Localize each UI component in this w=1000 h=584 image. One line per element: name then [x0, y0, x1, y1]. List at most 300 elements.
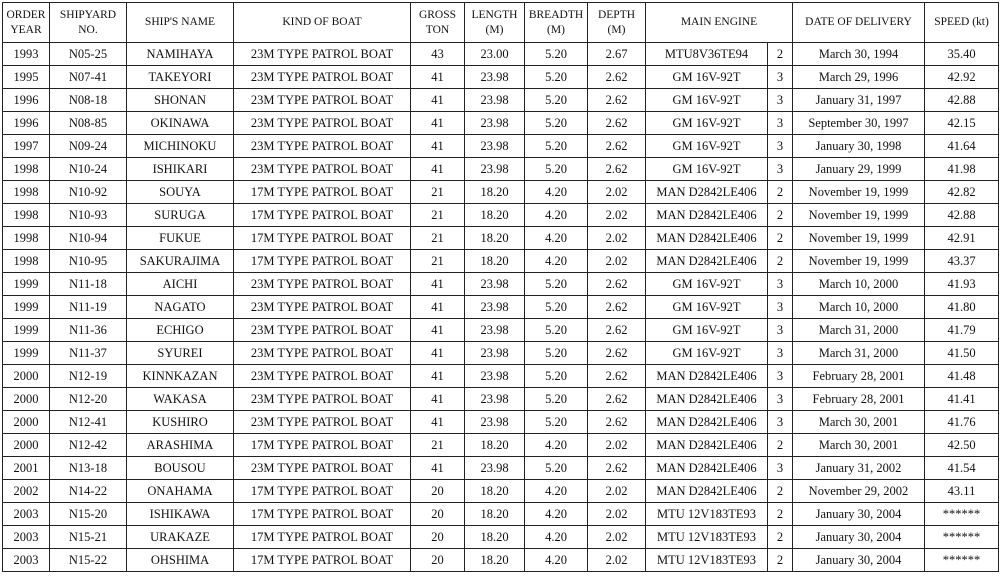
cell-depth: 2.62: [588, 135, 646, 158]
cell-main-engine: MAN D2842LE406: [646, 457, 768, 480]
cell-breadth: 5.20: [525, 66, 588, 89]
cell-date-of-delivery: March 31, 2000: [793, 319, 925, 342]
cell-date-of-delivery: March 10, 2000: [793, 273, 925, 296]
cell-main-engine: GM 16V-92T: [646, 319, 768, 342]
cell-date-of-delivery: January 30, 2004: [793, 526, 925, 549]
cell-kind-of-boat: 23M TYPE PATROL BOAT: [234, 342, 411, 365]
cell-ships-name: BOUSOU: [127, 457, 234, 480]
cell-kind-of-boat: 17M TYPE PATROL BOAT: [234, 204, 411, 227]
cell-engine-count: 2: [768, 503, 793, 526]
cell-date-of-delivery: January 31, 2002: [793, 457, 925, 480]
cell-date-of-delivery: November 19, 1999: [793, 227, 925, 250]
table-row: [3, 273, 999, 296]
patrol-boat-table: [2, 2, 999, 572]
cell-shipyard-no: N11-36: [50, 319, 127, 342]
cell-length: 23.98: [465, 319, 525, 342]
cell-date-of-delivery: March 30, 2001: [793, 434, 925, 457]
cell-kind-of-boat: 17M TYPE PATROL BOAT: [234, 503, 411, 526]
cell-shipyard-no: N10-92: [50, 181, 127, 204]
cell-order-year: 1998: [3, 204, 50, 227]
cell-order-year: 1999: [3, 319, 50, 342]
cell-speed: 41.80: [925, 296, 999, 319]
cell-speed: 43.37: [925, 250, 999, 273]
cell-order-year: 2000: [3, 388, 50, 411]
cell-depth: 2.62: [588, 411, 646, 434]
cell-speed: 41.79: [925, 319, 999, 342]
cell-engine-count: 3: [768, 411, 793, 434]
cell-length: 18.20: [465, 434, 525, 457]
cell-engine-count: 3: [768, 365, 793, 388]
cell-depth: 2.62: [588, 457, 646, 480]
header-ships-name: SHIP'S NAME: [127, 3, 234, 43]
table-row: [3, 411, 999, 434]
cell-length: 23.98: [465, 89, 525, 112]
cell-speed: 41.48: [925, 365, 999, 388]
table-row: [3, 342, 999, 365]
header-speed: SPEED (kt): [925, 3, 999, 43]
cell-length: 23.98: [465, 388, 525, 411]
cell-speed: 41.76: [925, 411, 999, 434]
cell-order-year: 1998: [3, 158, 50, 181]
cell-length: 23.98: [465, 457, 525, 480]
cell-shipyard-no: N12-41: [50, 411, 127, 434]
cell-speed: 42.82: [925, 181, 999, 204]
cell-length: 23.98: [465, 342, 525, 365]
cell-length: 18.20: [465, 227, 525, 250]
cell-gross-ton: 41: [411, 135, 465, 158]
cell-depth: 2.62: [588, 342, 646, 365]
table-row: [3, 66, 999, 89]
cell-ships-name: ECHIGO: [127, 319, 234, 342]
cell-speed: 42.88: [925, 204, 999, 227]
cell-length: 23.98: [465, 135, 525, 158]
cell-ships-name: ONAHAMA: [127, 480, 234, 503]
cell-order-year: 1999: [3, 342, 50, 365]
cell-length: 23.98: [465, 273, 525, 296]
cell-kind-of-boat: 23M TYPE PATROL BOAT: [234, 273, 411, 296]
cell-main-engine: MAN D2842LE406: [646, 388, 768, 411]
cell-kind-of-boat: 17M TYPE PATROL BOAT: [234, 250, 411, 273]
cell-shipyard-no: N10-24: [50, 158, 127, 181]
cell-breadth: 4.20: [525, 204, 588, 227]
cell-ships-name: OHSHIMA: [127, 549, 234, 572]
cell-order-year: 1997: [3, 135, 50, 158]
cell-shipyard-no: N14-22: [50, 480, 127, 503]
cell-shipyard-no: N12-42: [50, 434, 127, 457]
cell-main-engine: MTU 12V183TE93: [646, 503, 768, 526]
cell-order-year: 2002: [3, 480, 50, 503]
cell-breadth: 5.20: [525, 89, 588, 112]
patrol-boat-table-container: [2, 2, 999, 572]
cell-order-year: 2003: [3, 503, 50, 526]
cell-engine-count: 3: [768, 112, 793, 135]
cell-order-year: 2000: [3, 434, 50, 457]
header-row: [3, 3, 999, 43]
header-depth: DEPTH (M): [588, 3, 646, 43]
cell-date-of-delivery: January 31, 1997: [793, 89, 925, 112]
cell-length: 18.20: [465, 526, 525, 549]
cell-order-year: 1996: [3, 89, 50, 112]
cell-kind-of-boat: 23M TYPE PATROL BOAT: [234, 365, 411, 388]
cell-ships-name: ARASHIMA: [127, 434, 234, 457]
cell-speed: 41.93: [925, 273, 999, 296]
table-row: [3, 89, 999, 112]
cell-gross-ton: 20: [411, 503, 465, 526]
cell-date-of-delivery: March 29, 1996: [793, 66, 925, 89]
cell-main-engine: MAN D2842LE406: [646, 434, 768, 457]
cell-date-of-delivery: January 29, 1999: [793, 158, 925, 181]
table-row: [3, 503, 999, 526]
cell-main-engine: GM 16V-92T: [646, 112, 768, 135]
cell-order-year: 1999: [3, 296, 50, 319]
header-order-year: ORDER YEAR: [3, 3, 50, 43]
cell-main-engine: GM 16V-92T: [646, 66, 768, 89]
cell-kind-of-boat: 17M TYPE PATROL BOAT: [234, 480, 411, 503]
cell-gross-ton: 41: [411, 112, 465, 135]
cell-length: 18.20: [465, 204, 525, 227]
cell-breadth: 4.20: [525, 250, 588, 273]
cell-shipyard-no: N07-41: [50, 66, 127, 89]
cell-depth: 2.62: [588, 66, 646, 89]
cell-breadth: 5.20: [525, 342, 588, 365]
cell-depth: 2.02: [588, 181, 646, 204]
cell-main-engine: MAN D2842LE406: [646, 227, 768, 250]
cell-main-engine: GM 16V-92T: [646, 135, 768, 158]
cell-speed: 35.40: [925, 43, 999, 66]
cell-speed: 42.91: [925, 227, 999, 250]
cell-kind-of-boat: 23M TYPE PATROL BOAT: [234, 457, 411, 480]
cell-shipyard-no: N15-22: [50, 549, 127, 572]
cell-ships-name: KUSHIRO: [127, 411, 234, 434]
cell-speed: 41.54: [925, 457, 999, 480]
cell-gross-ton: 41: [411, 296, 465, 319]
cell-breadth: 4.20: [525, 434, 588, 457]
cell-engine-count: 2: [768, 480, 793, 503]
cell-date-of-delivery: February 28, 2001: [793, 365, 925, 388]
cell-engine-count: 3: [768, 388, 793, 411]
cell-engine-count: 3: [768, 296, 793, 319]
cell-depth: 2.02: [588, 480, 646, 503]
cell-length: 23.98: [465, 112, 525, 135]
table-row: [3, 250, 999, 273]
cell-ships-name: ISHIKARI: [127, 158, 234, 181]
cell-length: 18.20: [465, 549, 525, 572]
cell-speed: ******: [925, 503, 999, 526]
cell-gross-ton: 41: [411, 66, 465, 89]
cell-kind-of-boat: 23M TYPE PATROL BOAT: [234, 112, 411, 135]
cell-gross-ton: 20: [411, 549, 465, 572]
cell-kind-of-boat: 23M TYPE PATROL BOAT: [234, 319, 411, 342]
cell-main-engine: MTU8V36TE94: [646, 43, 768, 66]
cell-kind-of-boat: 23M TYPE PATROL BOAT: [234, 135, 411, 158]
cell-depth: 2.62: [588, 319, 646, 342]
cell-gross-ton: 41: [411, 365, 465, 388]
cell-engine-count: 2: [768, 434, 793, 457]
cell-ships-name: URAKAZE: [127, 526, 234, 549]
cell-kind-of-boat: 23M TYPE PATROL BOAT: [234, 158, 411, 181]
cell-order-year: 2003: [3, 526, 50, 549]
cell-breadth: 5.20: [525, 319, 588, 342]
cell-ships-name: NAMIHAYA: [127, 43, 234, 66]
cell-engine-count: 2: [768, 250, 793, 273]
cell-main-engine: GM 16V-92T: [646, 296, 768, 319]
cell-order-year: 2000: [3, 365, 50, 388]
cell-gross-ton: 41: [411, 273, 465, 296]
cell-breadth: 5.20: [525, 43, 588, 66]
cell-breadth: 5.20: [525, 158, 588, 181]
cell-gross-ton: 41: [411, 89, 465, 112]
cell-length: 23.98: [465, 296, 525, 319]
cell-shipyard-no: N10-93: [50, 204, 127, 227]
cell-ships-name: KINNKAZAN: [127, 365, 234, 388]
cell-kind-of-boat: 23M TYPE PATROL BOAT: [234, 43, 411, 66]
cell-gross-ton: 41: [411, 319, 465, 342]
cell-length: 18.20: [465, 250, 525, 273]
header-length: LENGTH (M): [465, 3, 525, 43]
cell-gross-ton: 41: [411, 158, 465, 181]
cell-shipyard-no: N15-21: [50, 526, 127, 549]
cell-speed: 41.50: [925, 342, 999, 365]
cell-engine-count: 3: [768, 273, 793, 296]
cell-breadth: 4.20: [525, 181, 588, 204]
header-kind-of-boat: KIND OF BOAT: [234, 3, 411, 43]
header-main-engine: MAIN ENGINE: [646, 3, 793, 43]
cell-breadth: 4.20: [525, 526, 588, 549]
cell-date-of-delivery: January 30, 2004: [793, 549, 925, 572]
cell-speed: 42.15: [925, 112, 999, 135]
cell-speed: 41.41: [925, 388, 999, 411]
cell-order-year: 2001: [3, 457, 50, 480]
cell-length: 18.20: [465, 181, 525, 204]
cell-date-of-delivery: March 30, 2001: [793, 411, 925, 434]
table-row: [3, 457, 999, 480]
cell-gross-ton: 21: [411, 204, 465, 227]
cell-engine-count: 2: [768, 43, 793, 66]
cell-date-of-delivery: January 30, 1998: [793, 135, 925, 158]
cell-length: 23.98: [465, 365, 525, 388]
table-row: [3, 158, 999, 181]
cell-kind-of-boat: 23M TYPE PATROL BOAT: [234, 388, 411, 411]
cell-shipyard-no: N05-25: [50, 43, 127, 66]
cell-date-of-delivery: November 19, 1999: [793, 250, 925, 273]
cell-speed: ******: [925, 549, 999, 572]
cell-main-engine: GM 16V-92T: [646, 273, 768, 296]
table-row: [3, 204, 999, 227]
cell-order-year: 1995: [3, 66, 50, 89]
table-row: [3, 135, 999, 158]
cell-speed: ******: [925, 526, 999, 549]
cell-date-of-delivery: November 29, 2002: [793, 480, 925, 503]
cell-ships-name: SOUYA: [127, 181, 234, 204]
cell-ships-name: SHONAN: [127, 89, 234, 112]
cell-shipyard-no: N13-18: [50, 457, 127, 480]
cell-depth: 2.67: [588, 43, 646, 66]
cell-main-engine: MAN D2842LE406: [646, 204, 768, 227]
cell-depth: 2.62: [588, 388, 646, 411]
cell-shipyard-no: N08-18: [50, 89, 127, 112]
cell-depth: 2.62: [588, 365, 646, 388]
cell-order-year: 1999: [3, 273, 50, 296]
cell-order-year: 1998: [3, 181, 50, 204]
cell-speed: 42.50: [925, 434, 999, 457]
cell-shipyard-no: N12-19: [50, 365, 127, 388]
cell-order-year: 1998: [3, 227, 50, 250]
cell-length: 18.20: [465, 480, 525, 503]
cell-speed: 42.92: [925, 66, 999, 89]
cell-shipyard-no: N10-94: [50, 227, 127, 250]
cell-kind-of-boat: 17M TYPE PATROL BOAT: [234, 526, 411, 549]
table-row: [3, 480, 999, 503]
cell-order-year: 2003: [3, 549, 50, 572]
cell-breadth: 4.20: [525, 227, 588, 250]
cell-ships-name: MICHINOKU: [127, 135, 234, 158]
cell-ships-name: ISHIKAWA: [127, 503, 234, 526]
cell-breadth: 5.20: [525, 388, 588, 411]
cell-gross-ton: 43: [411, 43, 465, 66]
cell-ships-name: NAGATO: [127, 296, 234, 319]
cell-ships-name: SURUGA: [127, 204, 234, 227]
cell-gross-ton: 41: [411, 342, 465, 365]
cell-engine-count: 3: [768, 66, 793, 89]
cell-gross-ton: 21: [411, 227, 465, 250]
cell-depth: 2.62: [588, 112, 646, 135]
cell-gross-ton: 41: [411, 457, 465, 480]
table-row: [3, 365, 999, 388]
cell-gross-ton: 20: [411, 526, 465, 549]
cell-main-engine: MAN D2842LE406: [646, 365, 768, 388]
cell-ships-name: AICHI: [127, 273, 234, 296]
cell-date-of-delivery: March 30, 1994: [793, 43, 925, 66]
cell-ships-name: WAKASA: [127, 388, 234, 411]
cell-length: 23.98: [465, 66, 525, 89]
cell-main-engine: MTU 12V183TE93: [646, 526, 768, 549]
cell-engine-count: 2: [768, 227, 793, 250]
table-row: [3, 227, 999, 250]
header-breadth: BREADTH (M): [525, 3, 588, 43]
cell-kind-of-boat: 23M TYPE PATROL BOAT: [234, 411, 411, 434]
cell-shipyard-no: N11-37: [50, 342, 127, 365]
cell-main-engine: GM 16V-92T: [646, 342, 768, 365]
cell-kind-of-boat: 17M TYPE PATROL BOAT: [234, 181, 411, 204]
cell-engine-count: 3: [768, 135, 793, 158]
cell-depth: 2.62: [588, 89, 646, 112]
cell-shipyard-no: N11-19: [50, 296, 127, 319]
cell-depth: 2.62: [588, 158, 646, 181]
cell-speed: 43.11: [925, 480, 999, 503]
cell-breadth: 4.20: [525, 549, 588, 572]
cell-main-engine: MTU 12V183TE93: [646, 549, 768, 572]
cell-length: 23.98: [465, 411, 525, 434]
cell-depth: 2.62: [588, 273, 646, 296]
cell-breadth: 5.20: [525, 411, 588, 434]
cell-order-year: 1993: [3, 43, 50, 66]
cell-gross-ton: 21: [411, 181, 465, 204]
cell-order-year: 2000: [3, 411, 50, 434]
table-row: [3, 181, 999, 204]
cell-speed: 41.64: [925, 135, 999, 158]
cell-date-of-delivery: January 30, 2004: [793, 503, 925, 526]
header-shipyard-no: SHIPYARD NO.: [50, 3, 127, 43]
cell-gross-ton: 41: [411, 388, 465, 411]
table-row: [3, 112, 999, 135]
cell-speed: 42.88: [925, 89, 999, 112]
cell-main-engine: MAN D2842LE406: [646, 181, 768, 204]
cell-main-engine: MAN D2842LE406: [646, 250, 768, 273]
cell-speed: 41.98: [925, 158, 999, 181]
cell-kind-of-boat: 17M TYPE PATROL BOAT: [234, 434, 411, 457]
cell-breadth: 5.20: [525, 296, 588, 319]
cell-ships-name: TAKEYORI: [127, 66, 234, 89]
cell-breadth: 5.20: [525, 135, 588, 158]
cell-gross-ton: 20: [411, 480, 465, 503]
cell-main-engine: GM 16V-92T: [646, 158, 768, 181]
cell-date-of-delivery: November 19, 1999: [793, 181, 925, 204]
cell-gross-ton: 41: [411, 411, 465, 434]
cell-date-of-delivery: March 31, 2000: [793, 342, 925, 365]
cell-ships-name: SYUREI: [127, 342, 234, 365]
cell-shipyard-no: N08-85: [50, 112, 127, 135]
cell-breadth: 5.20: [525, 112, 588, 135]
cell-depth: 2.02: [588, 204, 646, 227]
cell-kind-of-boat: 17M TYPE PATROL BOAT: [234, 227, 411, 250]
table-row: [3, 43, 999, 66]
cell-shipyard-no: N10-95: [50, 250, 127, 273]
cell-breadth: 5.20: [525, 273, 588, 296]
table-row: [3, 549, 999, 572]
cell-depth: 2.62: [588, 296, 646, 319]
cell-engine-count: 3: [768, 457, 793, 480]
table-row: [3, 526, 999, 549]
cell-ships-name: OKINAWA: [127, 112, 234, 135]
cell-breadth: 4.20: [525, 480, 588, 503]
cell-date-of-delivery: September 30, 1997: [793, 112, 925, 135]
table-row: [3, 296, 999, 319]
cell-kind-of-boat: 23M TYPE PATROL BOAT: [234, 296, 411, 319]
table-row: [3, 388, 999, 411]
cell-kind-of-boat: 23M TYPE PATROL BOAT: [234, 66, 411, 89]
cell-date-of-delivery: February 28, 2001: [793, 388, 925, 411]
cell-depth: 2.02: [588, 227, 646, 250]
cell-date-of-delivery: November 19, 1999: [793, 204, 925, 227]
cell-gross-ton: 21: [411, 250, 465, 273]
table-row: [3, 434, 999, 457]
cell-engine-count: 2: [768, 526, 793, 549]
cell-engine-count: 2: [768, 204, 793, 227]
cell-date-of-delivery: March 10, 2000: [793, 296, 925, 319]
cell-length: 23.00: [465, 43, 525, 66]
table-row: [3, 319, 999, 342]
cell-main-engine: MAN D2842LE406: [646, 480, 768, 503]
cell-engine-count: 2: [768, 549, 793, 572]
cell-length: 23.98: [465, 158, 525, 181]
cell-depth: 2.02: [588, 503, 646, 526]
cell-breadth: 5.20: [525, 457, 588, 480]
cell-engine-count: 3: [768, 319, 793, 342]
cell-depth: 2.02: [588, 526, 646, 549]
cell-breadth: 4.20: [525, 503, 588, 526]
cell-ships-name: FUKUE: [127, 227, 234, 250]
cell-engine-count: 3: [768, 89, 793, 112]
cell-engine-count: 3: [768, 342, 793, 365]
cell-depth: 2.02: [588, 549, 646, 572]
cell-main-engine: GM 16V-92T: [646, 89, 768, 112]
cell-shipyard-no: N12-20: [50, 388, 127, 411]
cell-depth: 2.02: [588, 434, 646, 457]
cell-engine-count: 3: [768, 158, 793, 181]
cell-kind-of-boat: 17M TYPE PATROL BOAT: [234, 549, 411, 572]
cell-gross-ton: 21: [411, 434, 465, 457]
table-body: [3, 43, 999, 572]
